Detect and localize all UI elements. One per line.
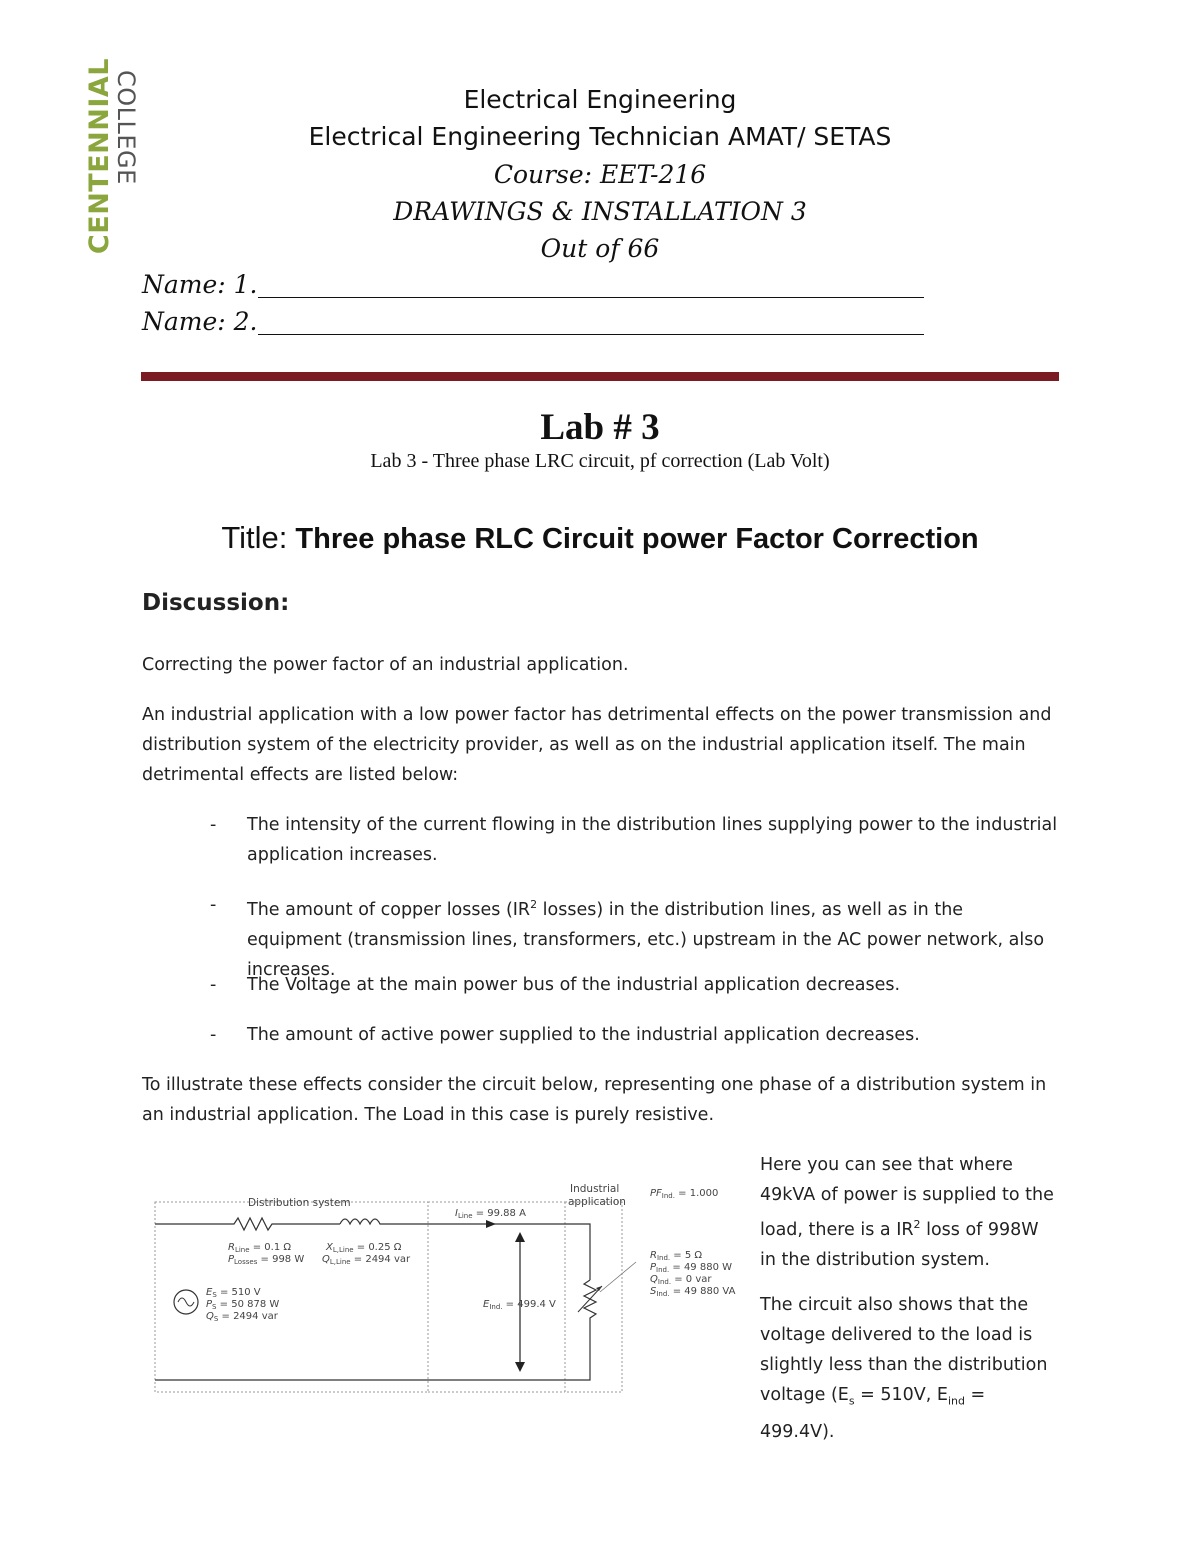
qs-label: $Q_S = 2494$ var [206,1311,278,1323]
illustrate-paragraph: To illustrate these effects consider the circuit below, representing one phase of a distribution system in an industrial application. The Load in this case is purely resistive. [142,1075,1047,1125]
bullet-dash: - [210,815,217,835]
section-divider [141,372,1059,381]
side-note-2: The circuit also shows that the voltage delivered to the load is slightly less than the distribution voltage ($E_s = 510V$, $E_{ind} = 499.4V$). [760,1295,1048,1442]
p-ind-label: $P_{Ind.} = 49$ 880 W [650,1262,732,1274]
lab-heading: Lab # 3 [540,407,660,448]
r-line-label: $R_{Line} = 0.1$ Ω [228,1242,292,1254]
logo-word-college: COLLEGE [112,70,140,185]
es-label: $E_S = 510$ V [206,1287,261,1299]
q-line-label: $Q_{L,Line} = 2494$ var [322,1254,411,1266]
department-title: Electrical Engineering [463,85,737,114]
course-title: DRAWINGS & INSTALLATION 3 [393,197,807,226]
discussion-intro: Correcting the power factor of an industrial application. [142,655,629,675]
bullet-text-1: The intensity of the current flowing in the distribution lines supplying power to the industrial application increases. [247,815,1058,865]
name-line-2[interactable] [258,334,924,335]
x-line-label: $X_{L,Line} = 0.25$ Ω [326,1242,402,1254]
i-line-label: $I_{Line} = 99.88$ A [455,1208,526,1220]
discussion-heading: Discussion: [142,590,290,616]
q-ind-label: $Q_{Ind.} = 0$ var [650,1274,712,1286]
pf-label: $PF_{Ind.} = 1.000$ [650,1188,719,1200]
name-field-2[interactable] [142,307,924,341]
distribution-boundary [155,1202,428,1392]
bullet-text-4: The amount of active power supplied to the industrial application decreases. [247,1025,920,1045]
current-arrow [486,1220,496,1228]
lab-subheading: Lab 3 - Three phase LRC circuit, pf correction (Lab Volt) [370,450,830,472]
industrial-label-1: Industrial [570,1183,620,1195]
program-title: Electrical Engineering Technician AMAT/ SETAS [308,122,892,151]
s-ind-label: $S_{Ind.} = 49$ 880 VA [650,1286,736,1298]
industrial-boundary [565,1202,622,1392]
total-marks: Out of 66 [540,234,660,263]
bullet-dash: - [210,975,217,995]
name-field-1[interactable] [142,270,924,304]
bullet-dash: - [210,1025,217,1045]
logo-word-centennial: CENTENNIAL [84,57,115,254]
circuit-diagram [150,1180,750,1400]
ps-label: $P_S = 50$ 878 W [206,1299,280,1311]
industrial-label-2: application [568,1196,626,1208]
e-ind-label: $E_{Ind.} = 499.4$ V [483,1299,556,1311]
line-resistor [155,1218,340,1230]
bullet-dash: - [210,895,217,915]
p-losses-label: $P_{Losses} = 998$ W [228,1254,305,1266]
circuit-svg [150,1180,750,1400]
bullet-text-2: The amount of copper losses ($IR^2$ losses) in the distribution lines, as well as in the equipment (transmission lines, transformers, etc.) upstream in the AC power network, also increases. [247,898,1045,980]
course-code: Course: EET-216 [493,160,707,189]
name-label-1: Name: 1. [142,270,258,299]
distribution-label: Distribution system [248,1197,351,1209]
lab-title [0,520,1200,556]
title-label: Title: [221,520,288,555]
name-line-1[interactable] [258,297,924,298]
r-ind-label: $R_{Ind.} = 5$ Ω [650,1250,703,1262]
discussion-paragraph: An industrial application with a low power factor has detrimental effects on the power transmission and distribution system of the electricity provider, as well as on the industrial application itself. The main detrimental effects are listed below: [142,705,1052,785]
title-text: Three phase RLC Circuit power Factor Correction [295,523,979,555]
side-note-1: Here you can see that where 49kVA of power is supplied to the load, there is a $IR^2$ loss of 998W in the distribution system. [760,1155,1054,1270]
name-label-2: Name: 2. [142,307,258,336]
bullet-text-3: The Voltage at the main power bus of the industrial application decreases. [247,975,901,995]
